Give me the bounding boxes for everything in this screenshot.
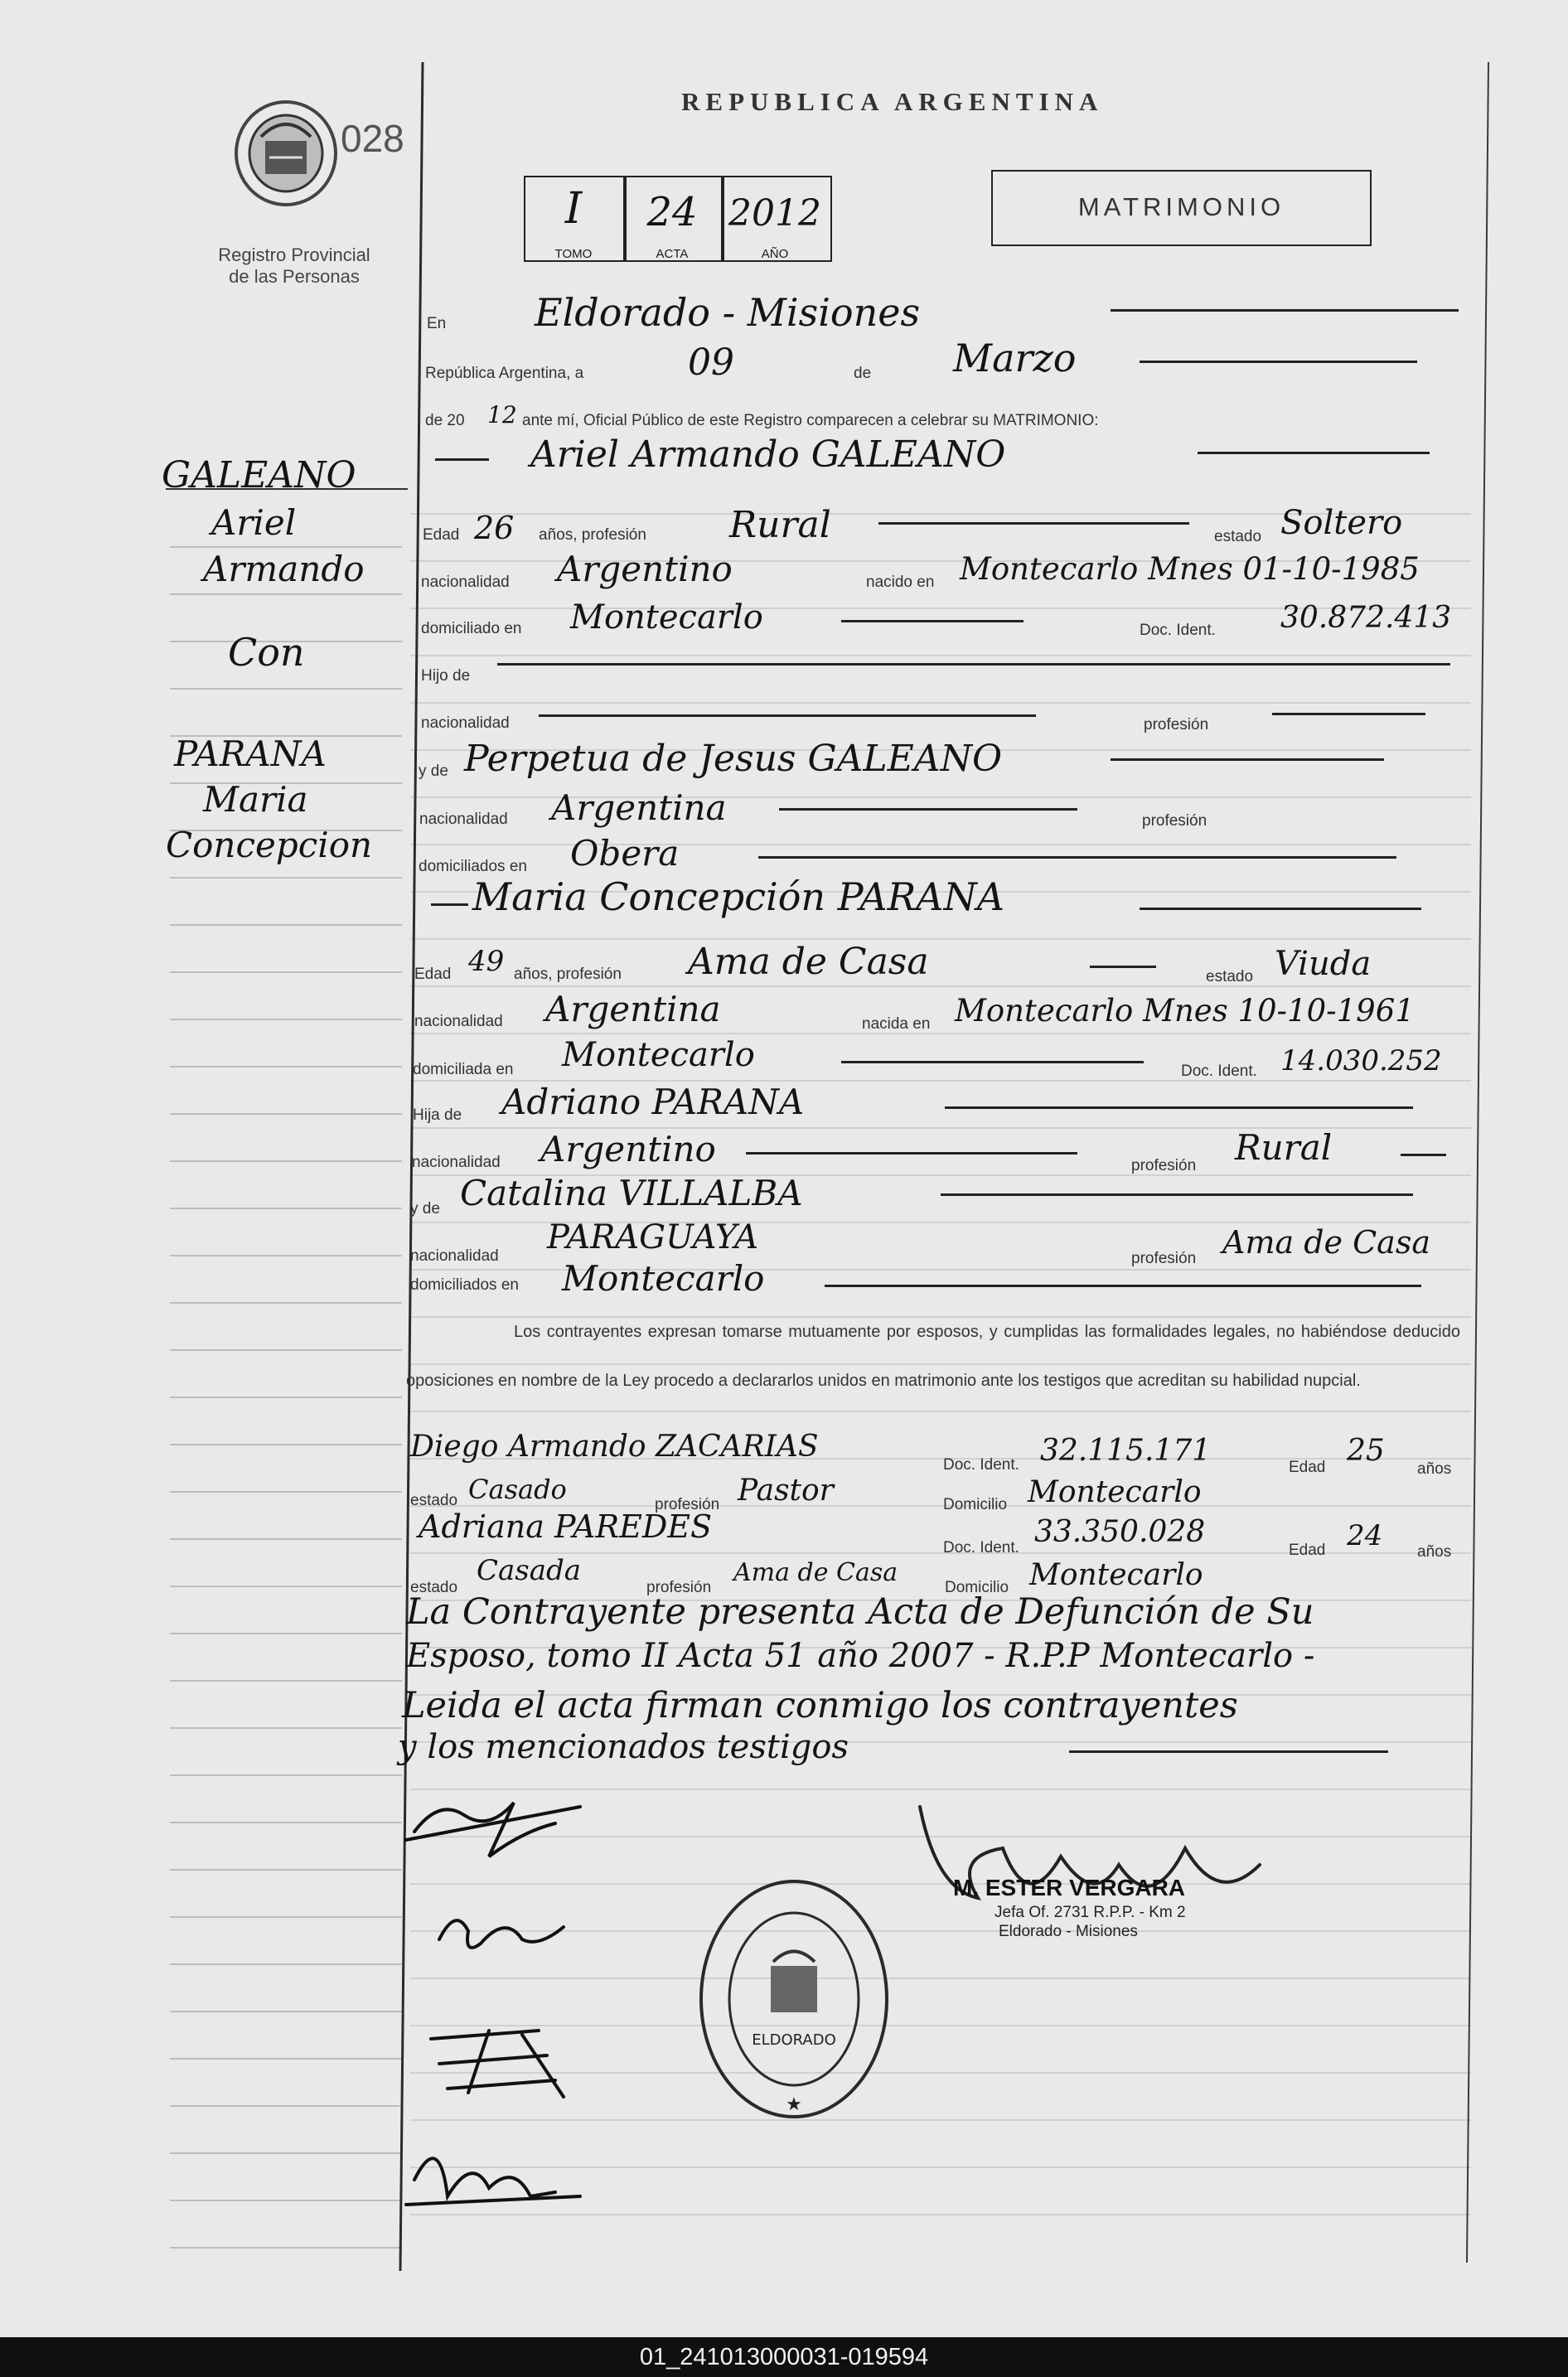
margin-bride-second: Concepcion bbox=[166, 825, 373, 865]
label-y-de: y de bbox=[419, 762, 448, 780]
label-de: de bbox=[854, 365, 872, 382]
witness2-profession: Ama de Casa bbox=[733, 1558, 898, 1587]
label-w1-prof: profesión bbox=[655, 1496, 720, 1513]
ceremony-place: Eldorado - Misiones bbox=[535, 290, 921, 335]
officer-title: Jefa Of. 2731 R.P.P. - Km 2 bbox=[995, 1904, 1186, 1921]
seal-city: ELDORADO bbox=[752, 2031, 836, 2049]
witness2-status: Casada bbox=[477, 1554, 582, 1587]
label-profesion: años, profesión bbox=[539, 526, 646, 544]
label-bride-father-nat: nacionalidad bbox=[412, 1154, 501, 1171]
label-w2-domicilio: Domicilio bbox=[945, 1579, 1009, 1596]
witness2-doc: 33.350.028 bbox=[1034, 1515, 1206, 1549]
witness1-domicile: Montecarlo bbox=[1028, 1475, 1202, 1509]
tomo-value: I bbox=[564, 184, 583, 234]
label-bride-estado: estado bbox=[1206, 968, 1254, 985]
bride-birthplace: Montecarlo Mnes 10-10-1961 bbox=[955, 993, 1415, 1029]
registry-name: Registro Provincial de las Personas bbox=[218, 244, 370, 287]
signatures-block bbox=[390, 1765, 638, 2229]
label-domiciliada: domiciliada en bbox=[413, 1061, 514, 1078]
label-w1-domicilio: Domicilio bbox=[943, 1496, 1008, 1513]
witness2-domicile: Montecarlo bbox=[1029, 1558, 1203, 1592]
label-w2-estado: estado bbox=[410, 1579, 458, 1596]
groom-doc: 30.872.413 bbox=[1280, 601, 1452, 635]
label-w2-edad: Edad bbox=[1289, 1542, 1326, 1559]
groom-mother: Perpetua de Jesus GALEANO bbox=[464, 738, 1003, 780]
acta-label: ACTA bbox=[656, 247, 689, 261]
label-mother-nat: nacionalidad bbox=[419, 811, 508, 828]
margin-connector: Con bbox=[228, 630, 305, 675]
signature-bride bbox=[439, 1920, 564, 1948]
groom-status: Soltero bbox=[1280, 504, 1403, 542]
label-hija-de: Hija de bbox=[413, 1106, 462, 1124]
label-bride-profesion: años, profesión bbox=[514, 966, 622, 983]
groom-parents-domicile: Obera bbox=[570, 833, 680, 874]
label-bride-father-prof: profesión bbox=[1131, 1157, 1197, 1174]
label-bride-mother-prof: profesión bbox=[1131, 1250, 1197, 1267]
bride-mother: Catalina VILLALBA bbox=[460, 1173, 803, 1213]
bride-profession: Ama de Casa bbox=[688, 941, 929, 983]
svg-text:★: ★ bbox=[786, 2094, 802, 2114]
label-bride-parents-domicile: domiciliados en bbox=[410, 1276, 519, 1294]
bride-mother-nationality: PARAGUAYA bbox=[547, 1218, 759, 1256]
bride-age: 49 bbox=[468, 945, 505, 978]
signature-witness2 bbox=[406, 2158, 580, 2205]
label-nacida-en: nacida en bbox=[862, 1015, 931, 1033]
ceremony-day: 09 bbox=[688, 341, 734, 384]
bride-nationality: Argentina bbox=[545, 989, 721, 1029]
bride-parents-domicile: Montecarlo bbox=[562, 1258, 765, 1299]
document-id-bar bbox=[0, 2337, 1568, 2377]
witness1-age: 25 bbox=[1347, 1434, 1385, 1468]
country-title: REPUBLICA ARGENTINA bbox=[681, 87, 1104, 116]
margin-bride-surname: PARANA bbox=[174, 733, 327, 774]
ceremony-month: Marzo bbox=[953, 336, 1077, 380]
label-nacionalidad: nacionalidad bbox=[421, 574, 510, 591]
tomo-label: TOMO bbox=[554, 247, 593, 261]
label-estado: estado bbox=[1214, 528, 1262, 545]
document-id: 01_241013000031-019594 bbox=[639, 2344, 929, 2370]
margin-groom-first: Ariel bbox=[211, 502, 297, 543]
label-bride-y-de: y de bbox=[410, 1200, 440, 1218]
note-line-4: y los mencionados testigos bbox=[398, 1728, 849, 1766]
bride-status: Viuda bbox=[1275, 945, 1372, 983]
margin-groom-second: Armando bbox=[203, 549, 365, 589]
acta-value: 24 bbox=[646, 189, 698, 235]
label-w1-doc: Doc. Ident. bbox=[943, 1456, 1019, 1474]
label-father-nat: nacionalidad bbox=[421, 714, 510, 732]
label-hijo-de: Hijo de bbox=[421, 667, 471, 685]
note-line-3: Leida el acta firman conmigo los contrayentes bbox=[402, 1685, 1238, 1726]
officer-name: M. ESTER VERGARA bbox=[953, 1875, 1186, 1900]
intro-text: ante mí, Oficial Público de este Registro comparecen a celebrar su MATRIMONIO: bbox=[522, 412, 1099, 429]
label-w2-prof: profesión bbox=[646, 1579, 712, 1596]
ceremony-year: 12 bbox=[487, 401, 517, 428]
witness1-name: Diego Armando ZACARIAS bbox=[410, 1430, 819, 1464]
label-w1-estado: estado bbox=[410, 1492, 458, 1509]
anio-value: 2012 bbox=[728, 192, 821, 235]
label-en: En bbox=[427, 315, 447, 332]
groom-birthplace: Montecarlo Mnes 01-10-1985 bbox=[960, 551, 1420, 587]
label-republica: República Argentina, a bbox=[425, 365, 584, 382]
label-bride-doc: Doc. Ident. bbox=[1181, 1063, 1257, 1080]
witness1-doc: 32.115.171 bbox=[1040, 1434, 1212, 1468]
registry-seal-icon bbox=[694, 1875, 893, 2123]
label-w1-anos: años bbox=[1417, 1460, 1452, 1478]
note-line-2: Esposo, tomo II Acta 51 año 2007 - R.P.P Montecarlo - bbox=[406, 1637, 1315, 1675]
label-mother-prof: profesión bbox=[1142, 812, 1207, 830]
label-bride-edad: Edad bbox=[414, 966, 452, 983]
label-w2-anos: años bbox=[1417, 1543, 1452, 1561]
label-doc: Doc. Ident. bbox=[1140, 622, 1216, 639]
bride-father-nationality: Argentino bbox=[540, 1129, 716, 1169]
groom-mother-nationality: Argentina bbox=[551, 787, 727, 828]
officer-place: Eldorado - Misiones bbox=[999, 1923, 1138, 1940]
margin-groom-surname: GALEANO bbox=[162, 454, 356, 496]
label-domiciliado: domiciliado en bbox=[421, 620, 522, 637]
label-bride-mother-nat: nacionalidad bbox=[410, 1247, 499, 1265]
witness2-name: Adriana PAREDES bbox=[419, 1508, 713, 1545]
label-de20: de 20 bbox=[425, 412, 465, 429]
page-number: 028 bbox=[341, 117, 404, 160]
witness1-profession: Pastor bbox=[738, 1474, 834, 1508]
groom-name: Ariel Armando GALEANO bbox=[530, 433, 1006, 476]
groom-nationality: Argentino bbox=[557, 549, 733, 589]
bride-name: Maria Concepción PARANA bbox=[472, 874, 1004, 919]
label-w1-edad: Edad bbox=[1289, 1459, 1326, 1476]
bride-mother-profession: Ama de Casa bbox=[1222, 1224, 1430, 1261]
label-bride-nat: nacionalidad bbox=[414, 1013, 503, 1030]
bride-domicile: Montecarlo bbox=[562, 1036, 755, 1074]
declaration-statement: Los contrayentes expresan tomarse mutuamente por esposos, y cumplidas las formalidades legales, no habiéndose deducido oposiciones en nombre de la Ley procedo a declararlos unidos en matrimonio ante los testigos que acreditan su habilidad nupcial. bbox=[406, 1323, 1460, 1390]
groom-profession: Rural bbox=[729, 504, 831, 546]
groom-domicile: Montecarlo bbox=[570, 598, 763, 637]
note-line-1: La Contrayente presenta Acta de Defunción de Su bbox=[406, 1591, 1314, 1633]
bride-doc: 14.030.252 bbox=[1280, 1044, 1442, 1077]
bride-father: Adriano PARANA bbox=[501, 1082, 805, 1122]
groom-age: 26 bbox=[474, 510, 515, 546]
signature-witness1 bbox=[431, 2031, 564, 2097]
right-border bbox=[1467, 62, 1488, 2263]
bride-father-profession: Rural bbox=[1235, 1127, 1333, 1168]
witness2-age: 24 bbox=[1347, 1519, 1383, 1552]
witness1-status: Casado bbox=[468, 1474, 567, 1505]
label-edad: Edad bbox=[423, 526, 460, 544]
anio-label: AÑO bbox=[761, 247, 789, 261]
label-w2-doc: Doc. Ident. bbox=[943, 1539, 1019, 1556]
margin-bride-first: Maria bbox=[203, 779, 308, 820]
label-parents-domicile: domiciliados en bbox=[419, 858, 527, 875]
label-father-prof: profesión bbox=[1144, 716, 1209, 733]
act-type: MATRIMONIO bbox=[1077, 192, 1285, 221]
signature-groom bbox=[414, 1803, 555, 1857]
province-emblem-icon bbox=[228, 95, 344, 211]
label-nacido-en: nacido en bbox=[866, 574, 935, 591]
